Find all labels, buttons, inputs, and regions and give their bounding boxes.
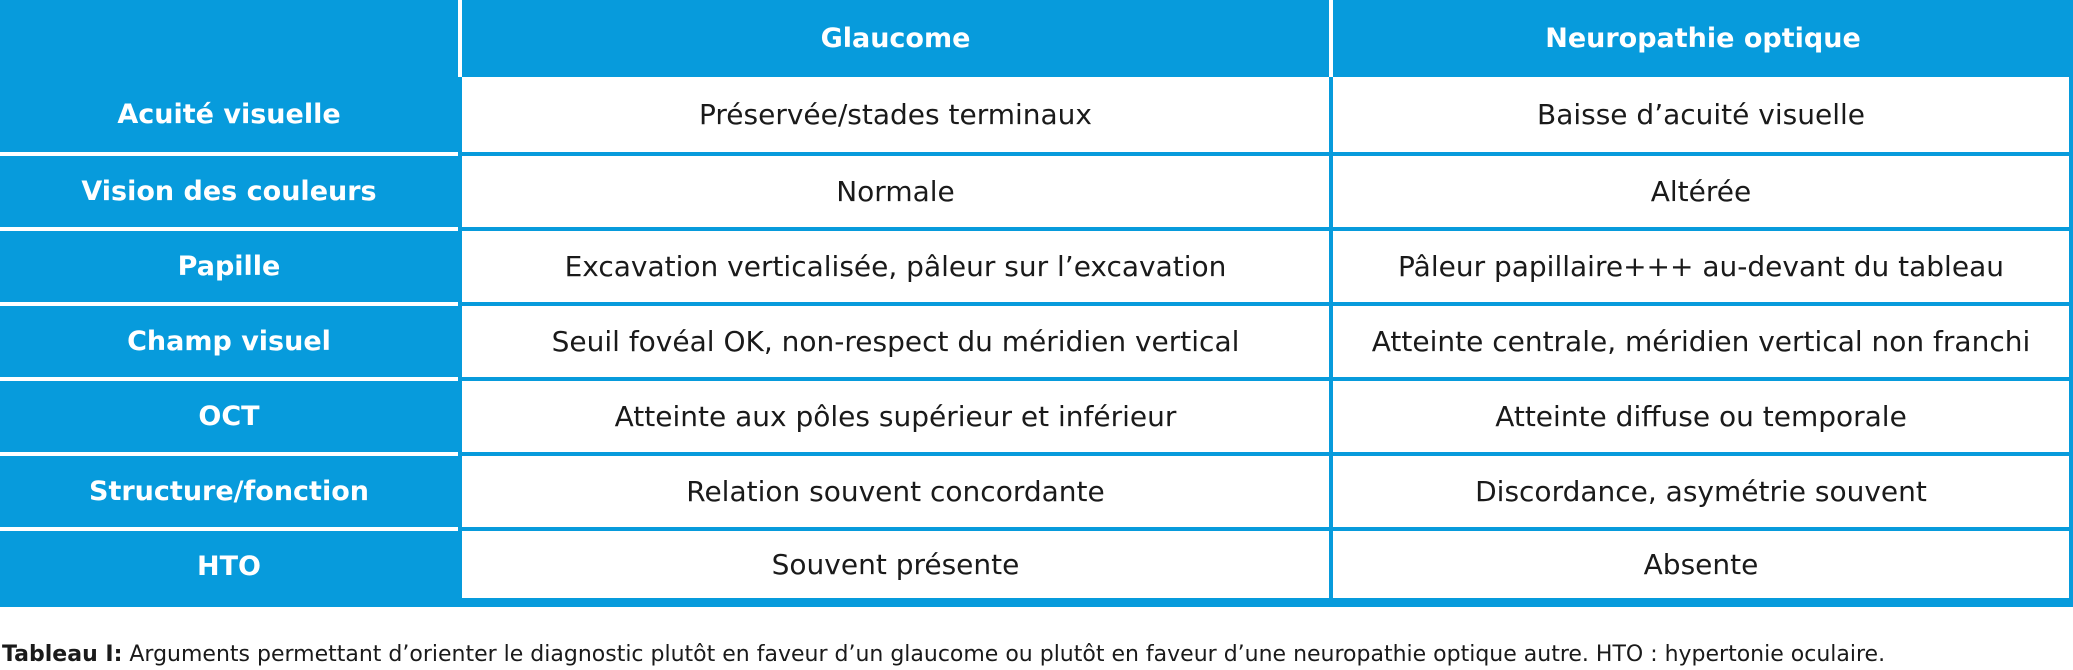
row-label-papille: Papille — [0, 227, 458, 302]
header-neuropathie: Neuropathie optique — [1329, 0, 2073, 77]
cell-neuropathie: Baisse d’acuité visuelle — [1329, 77, 2073, 152]
table-row — [0, 377, 2073, 452]
header-empty-cell — [0, 0, 458, 77]
caption-text: Arguments permettant d’orienter le diagnostic plutôt en faveur d’un glaucome ou plutôt en faveur d’une neuropathie optique autre. HTO : hypertonie oculaire. — [122, 642, 1886, 667]
table-row — [0, 452, 2073, 527]
cell-neuropathie: Pâleur papillaire+++ au-devant du tableau — [1329, 227, 2073, 302]
table-caption — [2, 640, 2070, 670]
table-row — [0, 152, 2073, 227]
cell-neuropathie: Atteinte centrale, méridien vertical non franchi — [1329, 302, 2073, 377]
cell-glaucome: Préservée/stades terminaux — [458, 77, 1329, 152]
cell-neuropathie: Altérée — [1329, 152, 2073, 227]
row-label-champ-visuel: Champ visuel — [0, 302, 458, 377]
row-label-structure-fonction: Structure/fonction — [0, 452, 458, 527]
row-label-hto: HTO — [0, 527, 458, 602]
row-label-couleurs: Vision des couleurs — [0, 152, 458, 227]
table-row — [0, 302, 2073, 377]
row-label-acuite: Acuité visuelle — [0, 77, 458, 152]
header-glaucome: Glaucome — [458, 0, 1329, 77]
cell-neuropathie: Atteinte diffuse ou temporale — [1329, 377, 2073, 452]
header-row — [0, 0, 2073, 77]
cell-neuropathie: Discordance, asymétrie souvent — [1329, 452, 2073, 527]
cell-glaucome: Excavation verticalisée, pâleur sur l’excavation — [458, 227, 1329, 302]
table-row — [0, 77, 2073, 152]
cell-glaucome: Relation souvent concordante — [458, 452, 1329, 527]
table-body — [0, 77, 2073, 602]
row-label-oct: OCT — [0, 377, 458, 452]
caption-label: Tableau I: — [2, 642, 123, 667]
cell-glaucome: Souvent présente — [458, 527, 1329, 602]
cell-neuropathie: Absente — [1329, 527, 2073, 602]
table-row — [0, 527, 2073, 602]
table-header — [0, 0, 2073, 77]
cell-glaucome: Seuil fovéal OK, non-respect du méridien vertical — [458, 302, 1329, 377]
table-row — [0, 227, 2073, 302]
cell-glaucome: Atteinte aux pôles supérieur et inférieur — [458, 377, 1329, 452]
cell-glaucome: Normale — [458, 152, 1329, 227]
